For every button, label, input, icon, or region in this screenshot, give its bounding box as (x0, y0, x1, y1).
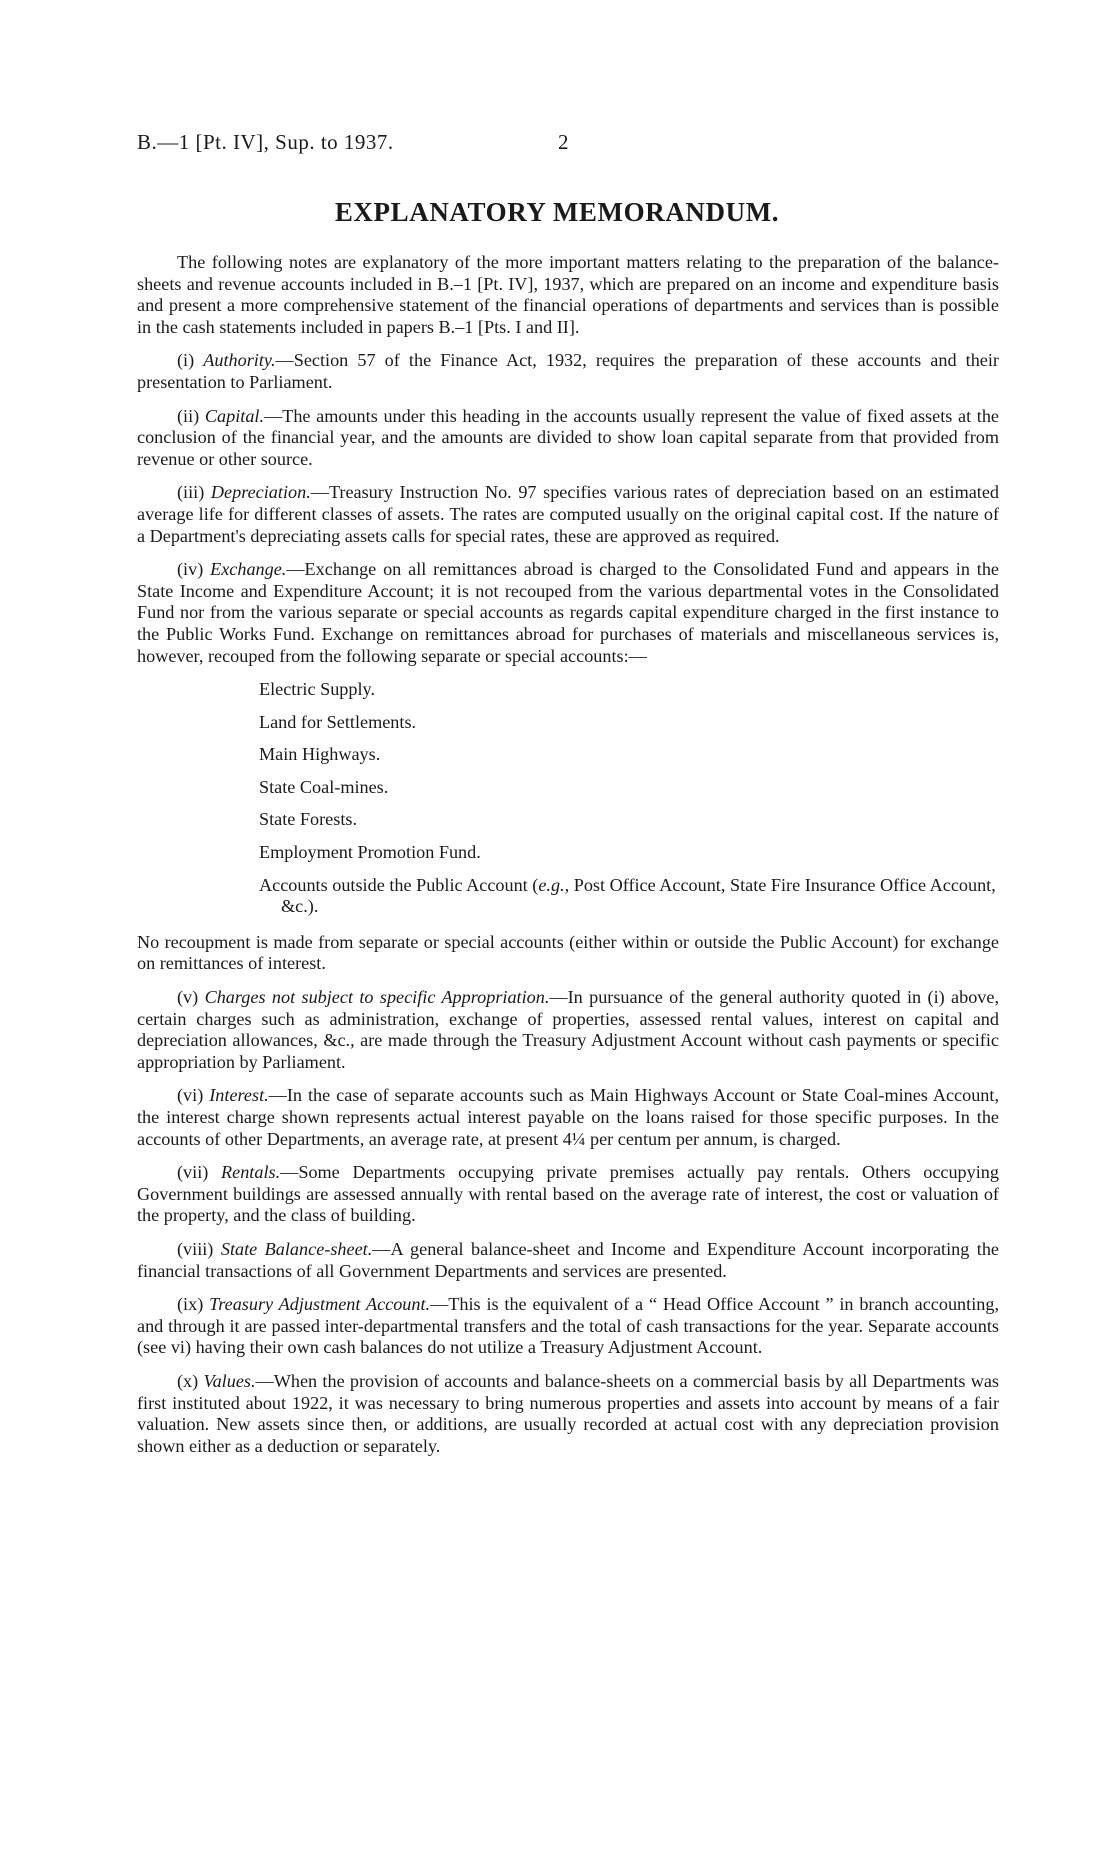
list-item: Electric Supply. (259, 679, 375, 700)
list-item: Employment Promotion Fund. (259, 842, 481, 863)
section-values: (x) Values.—When the provision of accounts and balance-sheets on a commercial basis by all Departments was first instituted about 1922, it was necessary to bring numerous properties and assets into account by means of a fair valuation. New assets since then, or additions, are usually recorded at actual cost with any depreciation provision shown either as a deduction or separately. (137, 1370, 1000, 1456)
recoupment-note: No recoupment is made from separate or special accounts (either within or outside the Public Account) for exchange on remittances of interest. (137, 931, 999, 974)
list-item: Main Highways. (259, 744, 381, 765)
accounts-list (259, 679, 999, 918)
section-state-balance-sheet: (viii) State Balance-sheet.—A general balance-sheet and Income and Expenditure Account incorporating the financial transactions of all Government Departments and services are presented. (137, 1238, 999, 1281)
section-exchange: (iv) Exchange.—Exchange on all remittances abroad is charged to the Consolidated Fund and appears in the State Income and Expenditure Account; it is not recouped from the various departmental votes in the Consolidated Fund nor from the various separate or special accounts as regards capital expenditure charged in the first instance to the Public Works Fund. Exchange on remittances abroad for purchases of materials and miscellaneous services is, however, recouped from the following separate or special accounts:— (137, 559, 999, 666)
list-item: Land for Settlements. (259, 711, 417, 732)
page-header-reference: B.—1 [Pt. IV], Sup. to 1937. (137, 130, 394, 154)
intro-paragraph: The following notes are explanatory of the more important matters relating to the preparation of the balance-sheets and revenue accounts included in B.–1 [Pt. IV], 1937, which are prepared on an income and expenditure basis and present a more comprehensive statement of the financial operations of departments and services than is possible in the cash statements included in papers B.–1 [Pts. I and II]. (137, 252, 999, 337)
section-authority: (i) Authority.—Section 57 of the Finance Act, 1932, requires the preparation of these accounts and their presentation to Parliament. (137, 350, 999, 392)
section-depreciation: (iii) Depreciation.—Treasury Instruction No. 97 specifies various rates of depreciation based on an estimated average life for different classes of assets. The rates are computed usually on the original capital cost. If the nature of a Department's depreciating assets calls for special rates, these are approved as required. (137, 482, 1000, 546)
section-charges: (v) Charges not subject to specific Appropriation.—In pursuance of the general authority quoted in (i) above, certain charges such as administration, exchange of properties, assessed rental values, interest on capital and depreciation allowances, &c., are made through the Treasury Adjustment Account without cash payments or specific appropriation by Parliament. (137, 987, 1000, 1072)
list-item: State Forests. (259, 809, 358, 830)
section-treasury-adjustment: (ix) Treasury Adjustment Account.—This is the equivalent of a “ Head Office Account ” in branch accounting, and through it are passed inter-departmental transfers and the total of cash transactions for the year. Separate accounts (see vi) having their own cash balances do not utilize a Treasury Adjustment Account. (137, 1294, 999, 1358)
page-title: EXPLANATORY MEMORANDUM. (334, 197, 780, 227)
list-item-accounts-outside: Accounts outside the Public Account (e.g., Post Office Account, State Fire Insurance Office Account, &c.). (259, 874, 996, 917)
section-interest: (vi) Interest.—In the case of separate accounts such as Main Highways Account or State Coal-mines Account, the interest charge shown represents actual interest payable on the loans raised for those specific purposes. In the accounts of other Departments, an average rate, at present 4¼ per centum per annum, is charged. (137, 1085, 999, 1149)
memorandum-body (137, 252, 999, 1469)
section-capital: (ii) Capital.—The amounts under this heading in the accounts usually represent the value of fixed assets at the conclusion of the financial year, and the amounts are divided to show loan capital separate from that provided from revenue or other source. (137, 405, 1000, 469)
list-item: State Coal-mines. (259, 776, 389, 797)
section-rentals: (vii) Rentals.—Some Departments occupying private premises actually pay rentals. Others occupying Government buildings are assessed annually with rental based on the average rate of interest, the cost or valuation of the property, and the class of building. (137, 1162, 999, 1226)
page-number: 2 (558, 130, 569, 154)
